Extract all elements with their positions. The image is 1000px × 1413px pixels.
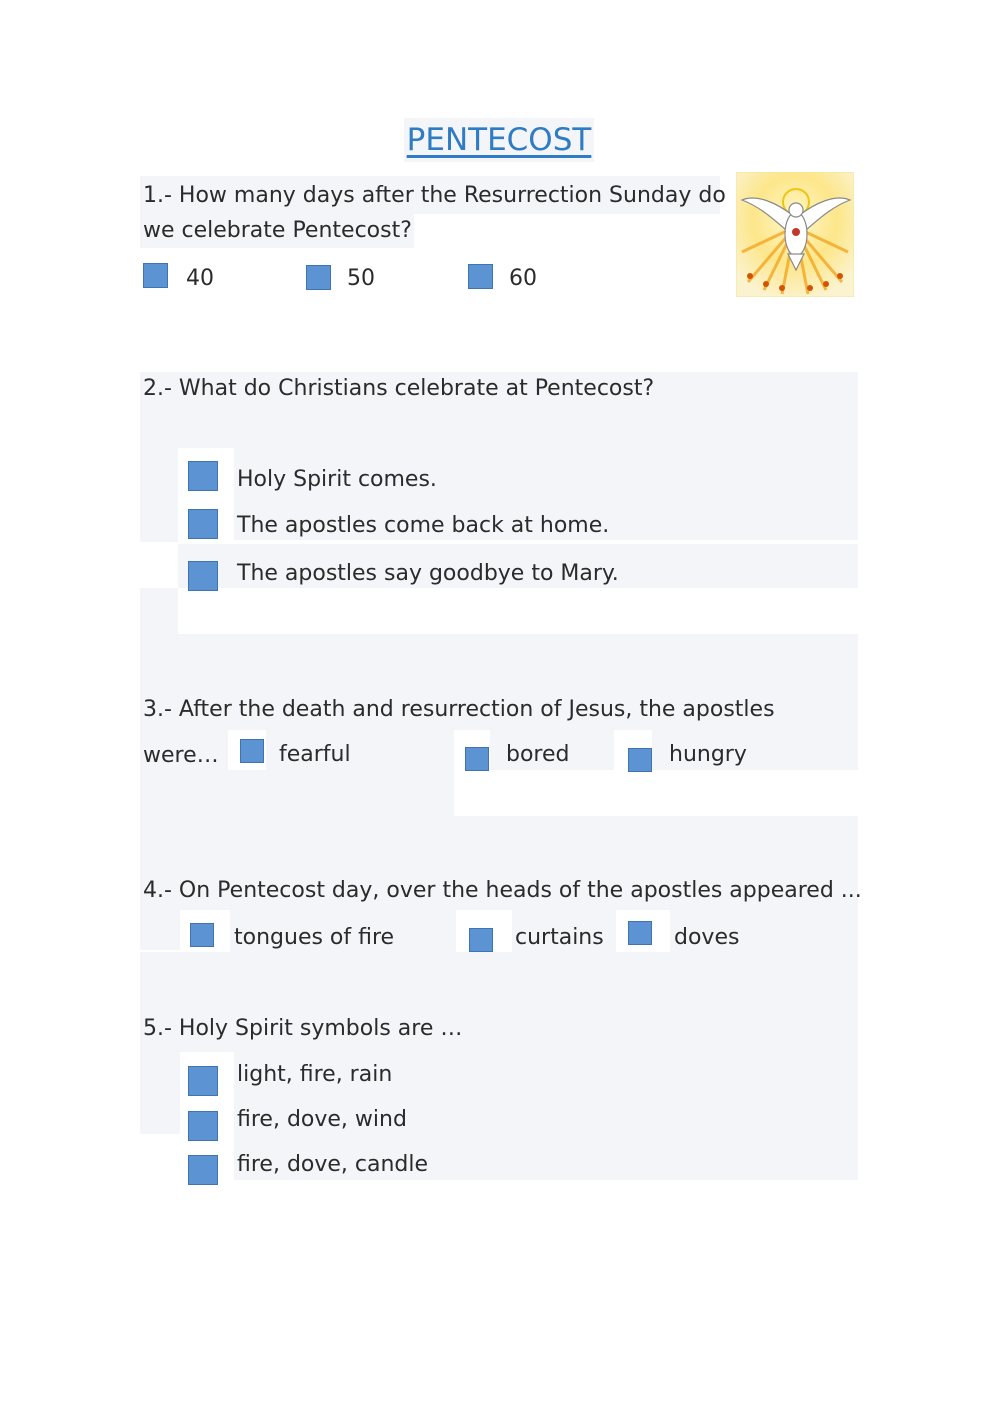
- q2-option-3-label: The apostles say goodbye to Mary.: [237, 561, 619, 586]
- q4-option-doves-label: doves: [674, 925, 740, 950]
- q5-option-1-checkbox[interactable]: [188, 1066, 218, 1096]
- q3-option-hungry-label: hungry: [669, 742, 747, 767]
- q5-option-3-checkbox[interactable]: [188, 1155, 218, 1185]
- q1-option-60-checkbox[interactable]: [468, 264, 493, 289]
- question-2-text: 2.- What do Christians celebrate at Pentecost?: [143, 376, 655, 401]
- q1-option-40-label: 40: [186, 266, 214, 291]
- q3-option-fearful-label: fearful: [279, 742, 351, 767]
- q4-option-tongues-label: tongues of fire: [234, 925, 395, 950]
- q2-option-3-checkbox[interactable]: [188, 561, 218, 591]
- q4-option-curtains-checkbox[interactable]: [469, 928, 493, 952]
- q1-option-40-checkbox[interactable]: [143, 263, 168, 288]
- q4-option-tongues-checkbox[interactable]: [190, 923, 214, 947]
- q5-option-3-label: fire, dove, candle: [237, 1152, 429, 1177]
- question-1-text-line-1: 1.- How many days after the Resurrection Sunday do: [143, 183, 726, 208]
- q1-option-50-label: 50: [347, 266, 375, 291]
- question-1-text-line-2: we celebrate Pentecost?: [143, 218, 412, 243]
- q4-option-doves-checkbox[interactable]: [628, 921, 652, 945]
- question-4-text: 4.- On Pentecost day, over the heads of the apostles appeared ...: [143, 878, 862, 903]
- q5-option-2-label: fire, dove, wind: [237, 1107, 407, 1132]
- q3-option-hungry-checkbox[interactable]: [628, 748, 652, 772]
- q4-option-curtains-label: curtains: [515, 925, 604, 950]
- page-title: PENTECOST: [404, 118, 594, 162]
- q1-option-60-label: 60: [509, 266, 537, 291]
- q3-option-fearful-checkbox[interactable]: [240, 739, 264, 763]
- holy-spirit-dove-image: [736, 172, 854, 297]
- question-3-text-line-1: 3.- After the death and resurrection of Jesus, the apostles: [143, 697, 775, 722]
- q2-option-2-label: The apostles come back at home.: [237, 513, 610, 538]
- q2-option-1-label: Holy Spirit comes.: [237, 467, 437, 492]
- q3-option-bored-checkbox[interactable]: [465, 747, 489, 771]
- q2-option-2-checkbox[interactable]: [188, 509, 218, 539]
- q3-option-bored-label: bored: [506, 742, 570, 767]
- q2-option-1-checkbox[interactable]: [188, 461, 218, 491]
- q1-option-50-checkbox[interactable]: [306, 265, 331, 290]
- question-5-text: 5.- Holy Spirit symbols are …: [143, 1016, 463, 1041]
- q5-option-1-label: light, fire, rain: [237, 1062, 393, 1087]
- q5-option-2-checkbox[interactable]: [188, 1111, 218, 1141]
- question-3-prefix: were…: [143, 743, 219, 768]
